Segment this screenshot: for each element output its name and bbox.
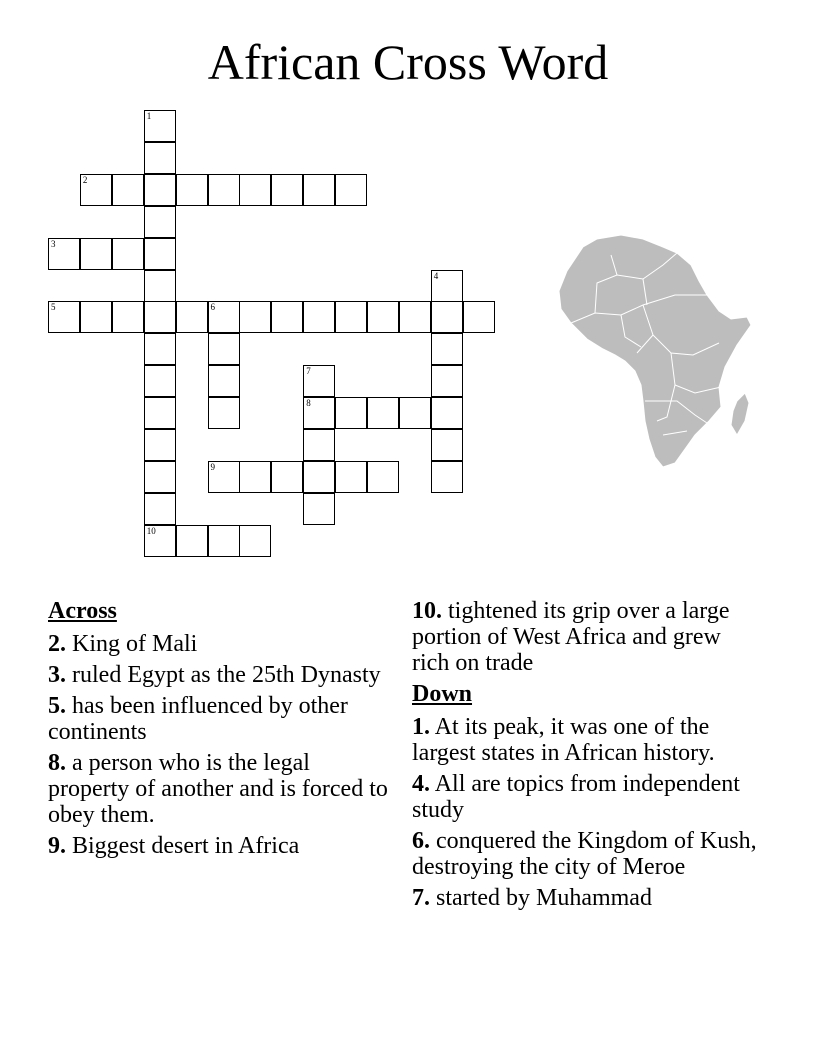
grid-cell[interactable]: [80, 238, 112, 270]
right-clues-column: [412, 598, 757, 916]
down-heading: Down: [412, 681, 473, 707]
clue-text: tightened its grip over a large portion of West Africa and grew rich on trade: [412, 598, 730, 676]
grid-cell[interactable]: [208, 333, 240, 365]
grid-cell[interactable]: [144, 397, 176, 429]
clue-across-5: [48, 693, 393, 745]
clue-across-8: [48, 750, 393, 828]
across-heading: Across: [48, 598, 117, 624]
clue-number: 6.: [412, 828, 430, 854]
cell-number: 9: [210, 461, 215, 472]
grid-cell[interactable]: [144, 365, 176, 397]
clue-text: conquered the Kingdom of Kush, destroying the city of Meroe: [412, 828, 757, 880]
clue-down-1: [412, 714, 757, 766]
grid-cell[interactable]: [335, 174, 367, 206]
clue-text: Biggest desert in Africa: [72, 833, 300, 859]
cell-number: 3: [51, 238, 56, 249]
grid-cell[interactable]: [48, 238, 80, 270]
clue-down-4: [412, 771, 757, 823]
grid-cell[interactable]: [144, 525, 176, 557]
grid-cell[interactable]: [335, 461, 367, 493]
grid-cell[interactable]: [239, 461, 271, 493]
grid-cell[interactable]: [431, 365, 463, 397]
grid-cell[interactable]: [431, 429, 463, 461]
grid-cell[interactable]: [144, 270, 176, 302]
clue-text: a person who is the legal property of another and is forced to obey them.: [48, 750, 388, 828]
clue-text: started by Muhammad: [436, 885, 652, 911]
cell-number: 5: [51, 302, 56, 313]
grid-cell[interactable]: [80, 301, 112, 333]
grid-cell[interactable]: [144, 206, 176, 238]
grid-cell[interactable]: [208, 174, 240, 206]
grid-cell[interactable]: [80, 174, 112, 206]
clue-number: 7.: [412, 885, 430, 911]
grid-cell[interactable]: [176, 525, 208, 557]
cell-number: 4: [433, 270, 439, 281]
clue-text: ruled Egypt as the 25th Dynasty: [72, 662, 381, 688]
clue-text: All are topics from independent study: [412, 771, 740, 823]
grid-cell[interactable]: [208, 365, 240, 397]
clue-number: 4.: [412, 771, 430, 797]
grid-cell[interactable]: [431, 301, 463, 333]
grid-cell[interactable]: [367, 397, 399, 429]
grid-cell[interactable]: [208, 525, 240, 557]
grid-cell[interactable]: [271, 174, 303, 206]
grid-cell[interactable]: [271, 461, 303, 493]
clue-across-3: [48, 662, 393, 688]
across-clues: [48, 598, 393, 864]
grid-cell[interactable]: [303, 461, 335, 493]
grid-cell[interactable]: [144, 110, 176, 142]
clue-across-2: [48, 631, 393, 657]
grid-cell[interactable]: [144, 429, 176, 461]
africa-map-icon: [525, 225, 775, 475]
grid-cell[interactable]: [176, 301, 208, 333]
clue-text: King of Mali: [72, 631, 198, 657]
clue-text: At its peak, it was one of the largest states in African history.: [412, 714, 715, 766]
grid-cell[interactable]: [239, 525, 271, 557]
clue-down-7: [412, 885, 757, 911]
grid-cell[interactable]: [431, 461, 463, 493]
grid-cell[interactable]: [399, 301, 431, 333]
grid-cell[interactable]: [367, 461, 399, 493]
grid-cell[interactable]: [144, 333, 176, 365]
grid-cell[interactable]: [144, 238, 176, 270]
grid-cell[interactable]: [303, 397, 335, 429]
clue-number: 10.: [412, 598, 442, 624]
madagascar-island: [731, 393, 749, 435]
africa-mainland: [559, 235, 751, 467]
grid-cell[interactable]: [208, 397, 240, 429]
clue-number: 9.: [48, 833, 66, 859]
clue-number: 3.: [48, 662, 66, 688]
clue-number: 8.: [48, 750, 66, 776]
cell-number: 2: [82, 174, 88, 185]
grid-cell[interactable]: [144, 301, 176, 333]
grid-cell[interactable]: [48, 301, 80, 333]
grid-cell[interactable]: [367, 301, 399, 333]
grid-cell[interactable]: [431, 270, 463, 302]
grid-cell[interactable]: [431, 333, 463, 365]
grid-cell[interactable]: [112, 301, 144, 333]
grid-cell[interactable]: [176, 174, 208, 206]
grid-cell[interactable]: [208, 461, 240, 493]
grid-cell[interactable]: [144, 174, 176, 206]
grid-cell[interactable]: [335, 397, 367, 429]
grid-cell[interactable]: [239, 174, 271, 206]
clue-down-6: [412, 828, 757, 880]
grid-cell[interactable]: [303, 174, 335, 206]
grid-cell[interactable]: [271, 301, 303, 333]
page-title: African Cross Word: [207, 34, 609, 90]
grid-cell[interactable]: [144, 493, 176, 525]
grid-cell[interactable]: [463, 301, 495, 333]
cell-number: 1: [146, 111, 152, 121]
grid-cell[interactable]: [303, 429, 335, 461]
grid-cell[interactable]: [303, 301, 335, 333]
cell-number: 6: [210, 302, 215, 313]
grid-cell[interactable]: [303, 493, 335, 525]
cell-number: 8: [306, 398, 311, 409]
clue-number: 2.: [48, 631, 66, 657]
grid-cell[interactable]: [431, 397, 463, 429]
grid-cell[interactable]: [112, 238, 144, 270]
clue-text: has been influenced by other continents: [48, 693, 348, 745]
grid-cell[interactable]: [399, 397, 431, 429]
cell-number: 10: [146, 525, 156, 536]
grid-cell[interactable]: [303, 365, 335, 397]
clue-across-9: [48, 833, 393, 859]
grid-cell[interactable]: [239, 301, 271, 333]
grid-cell[interactable]: [208, 301, 240, 333]
grid-cell[interactable]: [335, 301, 367, 333]
grid-cell[interactable]: [112, 174, 144, 206]
clue-across-10: [412, 598, 757, 676]
grid-cell[interactable]: [144, 142, 176, 174]
cell-number: 7: [306, 366, 311, 377]
clue-number: 5.: [48, 693, 66, 719]
grid-cell[interactable]: [144, 461, 176, 493]
clue-number: 1.: [412, 714, 430, 740]
